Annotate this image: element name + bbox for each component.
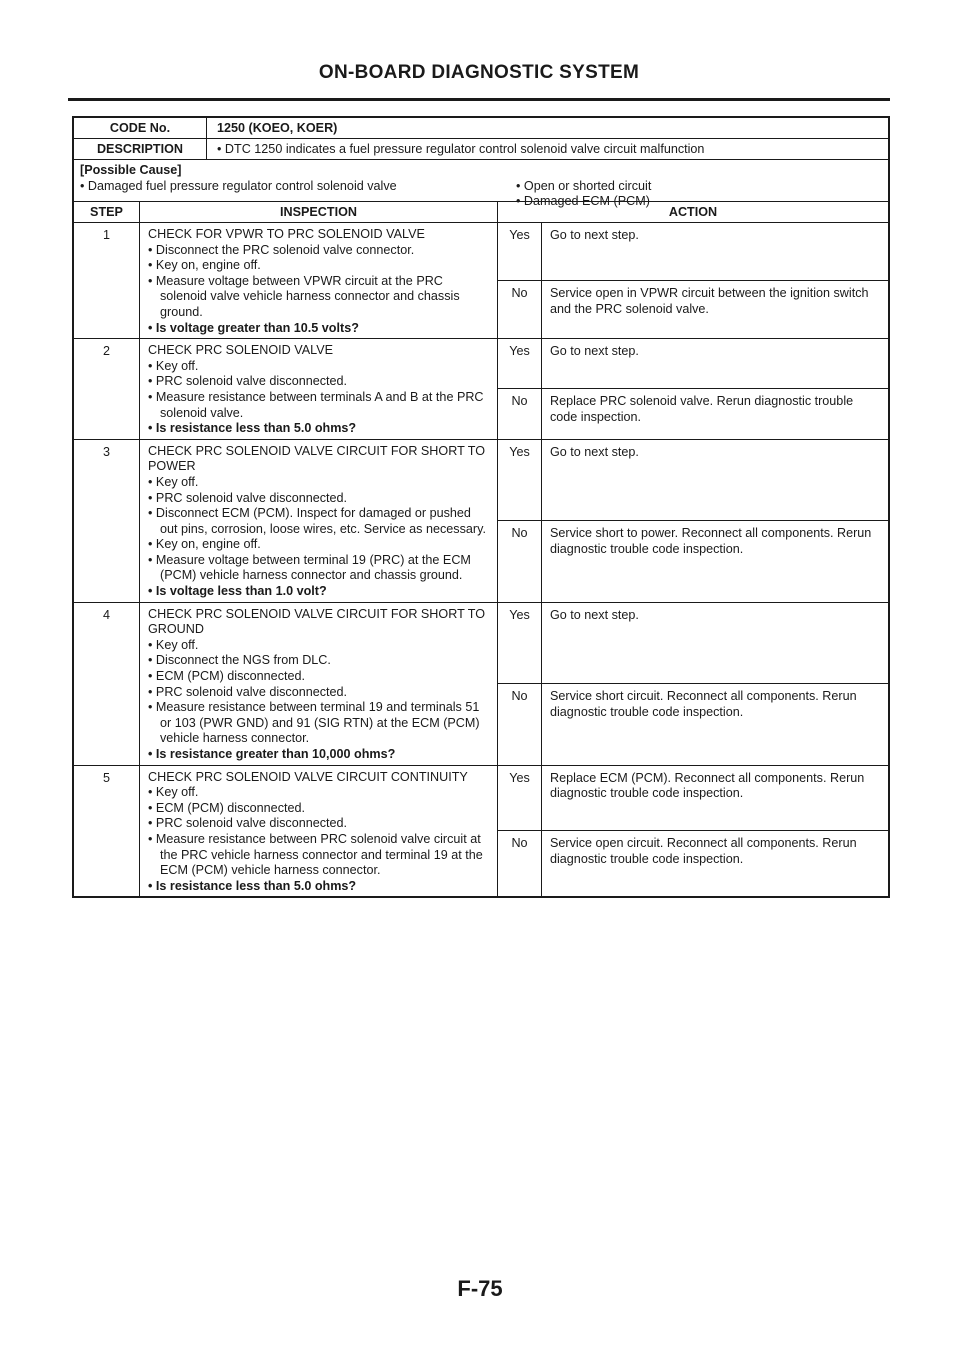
inspection-bullet: • Measure resistance between terminals A and B at the PRC solenoid valve. xyxy=(148,390,491,421)
inspection-bullet: • Key off. xyxy=(148,359,491,375)
inspection-bullet: • PRC solenoid valve disconnected. xyxy=(148,374,491,390)
action-no-row xyxy=(498,831,888,896)
steps-container xyxy=(74,223,888,896)
inspection-title: CHECK PRC SOLENOID VALVE CIRCUIT FOR SHORT TO GROUND xyxy=(148,606,486,637)
description-value: • DTC 1250 indicates a fuel pressure regulator control solenoid valve circuit malfunction xyxy=(207,139,704,159)
no-label: No xyxy=(498,684,542,764)
inspection-bullet: • PRC solenoid valve disconnected. xyxy=(148,491,491,507)
yes-action: Go to next step. xyxy=(550,607,639,622)
header-inspection: INSPECTION xyxy=(140,202,498,222)
no-label: No xyxy=(498,389,542,438)
inspection-bullet: • Measure resistance between PRC solenoid valve circuit at the PRC vehicle harness connector and terminal 19 at the ECM (PCM) vehicle harness connector. xyxy=(148,832,491,879)
no-action: Replace PRC solenoid valve. Rerun diagnostic trouble code inspection. xyxy=(550,394,854,425)
step-inspection xyxy=(140,440,498,602)
inspection-question: • Is resistance less than 5.0 ohms? xyxy=(148,879,491,895)
step-inspection xyxy=(140,603,498,765)
inspection-bullet: • PRC solenoid valve disconnected. xyxy=(148,685,491,701)
possible-cause-item: • Damaged ECM (PCM) xyxy=(516,194,882,210)
yes-label: Yes xyxy=(498,440,542,520)
no-action: Service open circuit. Reconnect all components. Rerun diagnostic trouble code inspection. xyxy=(550,836,857,867)
yes-action: Go to next step. xyxy=(550,228,639,242)
step-inspection xyxy=(140,339,498,439)
action-no-row xyxy=(498,281,888,338)
action-yes-row xyxy=(498,339,888,389)
no-label: No xyxy=(498,281,542,338)
description-row xyxy=(74,139,888,160)
step-inspection xyxy=(140,766,498,897)
yes-label: Yes xyxy=(498,603,542,683)
inspection-bullet: • Measure voltage between terminal 19 (PRC) at the ECM (PCM) vehicle harness connector and chassis ground. xyxy=(148,553,491,584)
step-row-2 xyxy=(74,339,888,440)
inspection-bullet: • Key off. xyxy=(148,638,491,654)
diagnostic-table xyxy=(72,116,890,898)
header-action: ACTION xyxy=(668,205,718,219)
inspection-bullet: • Disconnect the PRC solenoid valve connector. xyxy=(148,243,491,259)
no-action: Service short to power. Reconnect all components. Rerun diagnostic trouble code inspection. xyxy=(550,526,872,556)
inspection-bullet: • Disconnect ECM (PCM). Inspect for damaged or pushed out pins, corrosion, loose wires, etc. Service as necessary. xyxy=(148,506,491,537)
action-no-row xyxy=(498,389,888,438)
page-number: F-75 xyxy=(457,1276,503,1301)
inspection-bullet: • Key off. xyxy=(148,475,491,491)
inspection-bullet: • PRC solenoid valve disconnected. xyxy=(148,816,491,832)
inspection-bullet: • Disconnect the NGS from DLC. xyxy=(148,653,491,669)
inspection-title: CHECK PRC SOLENOID VALVE xyxy=(148,343,333,358)
inspection-question: • Is voltage less than 1.0 volt? xyxy=(148,584,491,600)
step-number: 4 xyxy=(74,603,140,765)
step-actions xyxy=(498,603,888,765)
action-no-row xyxy=(498,521,888,601)
header-step: STEP xyxy=(74,202,140,222)
code-row xyxy=(74,118,888,139)
page-header-title: ON-BOARD DIAGNOSTIC SYSTEM xyxy=(318,62,640,83)
inspection-bullet: • Key off. xyxy=(148,785,491,801)
inspection-question: • Is resistance less than 5.0 ohms? xyxy=(148,421,491,437)
description-label: DESCRIPTION xyxy=(74,139,207,159)
inspection-bullet: • Key on, engine off. xyxy=(148,537,491,553)
yes-label: Yes xyxy=(498,223,542,280)
step-row-4 xyxy=(74,603,888,766)
step-number: 3 xyxy=(74,440,140,602)
inspection-bullet: • Key on, engine off. xyxy=(148,258,491,274)
yes-label: Yes xyxy=(498,339,542,388)
table-header-row xyxy=(74,202,888,223)
inspection-bullet: • ECM (PCM) disconnected. xyxy=(148,801,491,817)
yes-action: Replace ECM (PCM). Reconnect all components. Rerun diagnostic trouble code inspection. xyxy=(550,770,865,801)
action-yes-row xyxy=(498,440,888,521)
inspection-title: CHECK PRC SOLENOID VALVE CIRCUIT FOR SHORT TO POWER xyxy=(148,443,486,474)
step-actions xyxy=(498,223,888,338)
code-value: 1250 (KOEO, KOER) xyxy=(217,121,338,135)
header-rule xyxy=(68,98,890,101)
code-label: CODE No. xyxy=(74,118,207,138)
action-no-row xyxy=(498,684,888,764)
possible-cause-title: [Possible Cause] xyxy=(80,163,182,177)
possible-cause-item: • Damaged fuel pressure regulator control solenoid valve xyxy=(80,179,516,195)
inspection-bullet: • ECM (PCM) disconnected. xyxy=(148,669,491,685)
action-yes-row xyxy=(498,223,888,281)
step-actions xyxy=(498,766,888,897)
action-yes-row xyxy=(498,603,888,684)
possible-cause-item: • Open or shorted circuit xyxy=(516,179,882,195)
yes-action: Go to next step. xyxy=(550,444,639,459)
no-label: No xyxy=(498,831,542,896)
no-action: Service open in VPWR circuit between the ignition switch and the PRC solenoid valve. xyxy=(550,286,869,316)
inspection-bullet: • Measure resistance between terminal 19 and terminals 51 or 103 (PWR GND) and 91 (SIG RTN) at the ECM (PCM) vehicle harness connector. xyxy=(148,700,491,747)
step-inspection xyxy=(140,223,498,338)
step-number: 5 xyxy=(74,766,140,897)
yes-label: Yes xyxy=(498,766,542,831)
step-number: 2 xyxy=(74,339,140,439)
inspection-title: CHECK PRC SOLENOID VALVE CIRCUIT CONTINUITY xyxy=(148,769,468,784)
no-label: No xyxy=(498,521,542,601)
step-number: 1 xyxy=(74,223,140,338)
yes-action: Go to next step. xyxy=(550,344,639,359)
inspection-bullet: • Measure voltage between VPWR circuit at the PRC solenoid valve vehicle harness connector and chassis ground. xyxy=(148,274,491,321)
inspection-title: CHECK FOR VPWR TO PRC SOLENOID VALVE xyxy=(148,227,425,241)
inspection-question: • Is resistance greater than 10,000 ohms? xyxy=(148,747,491,763)
step-actions xyxy=(498,440,888,602)
step-row-3 xyxy=(74,440,888,603)
inspection-question: • Is voltage greater than 10.5 volts? xyxy=(148,321,491,337)
action-yes-row xyxy=(498,766,888,832)
step-row-5 xyxy=(74,766,888,897)
step-actions xyxy=(498,339,888,439)
possible-cause-section xyxy=(74,160,888,209)
step-row-1 xyxy=(74,223,888,339)
no-action: Service short circuit. Reconnect all components. Rerun diagnostic trouble code inspection. xyxy=(550,689,857,719)
